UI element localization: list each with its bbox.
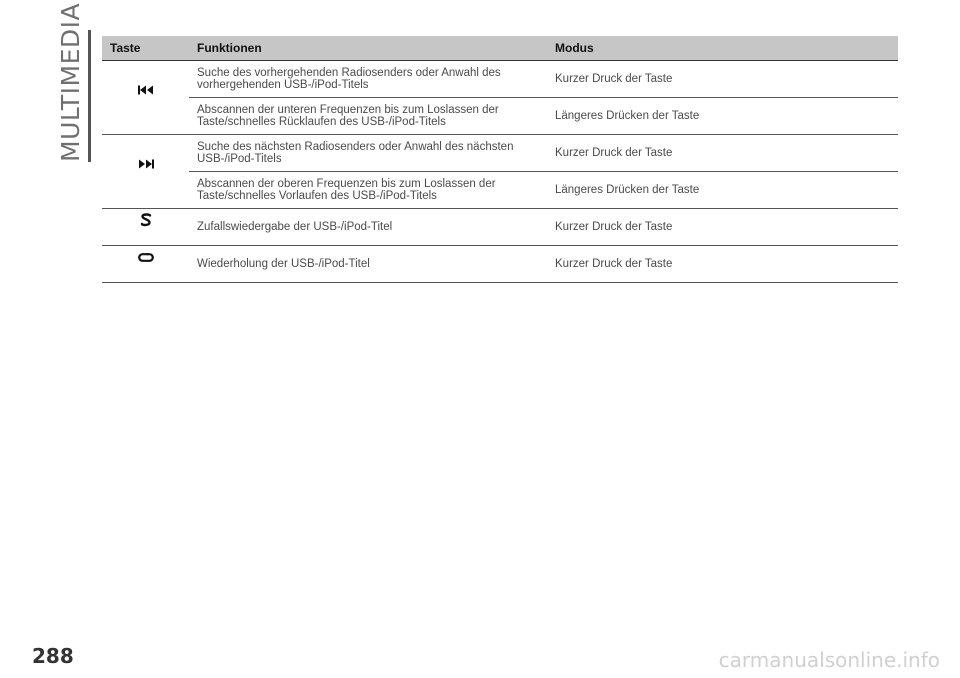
function-cell: Abscannen der oberen Frequenzen bis zum Loslassen der Taste/schnelles Vorlaufen des USB-/iPod-Titels [189,172,547,209]
function-cell: Wiederholung der USB-/iPod-Titel [189,246,547,283]
mode-cell: Kurzer Druck der Taste [547,246,898,283]
table-row [102,209,898,246]
function-cell: Suche des nächsten Radiosenders oder Anwahl des nächsten USB-/iPod-Titels [189,135,547,172]
function-cell: Suche des vorhergehenden Radiosenders oder Anwahl des vorhergehenden USB-/iPod-Titels [189,61,547,98]
key-cell [102,61,189,135]
skip-previous-icon [138,85,154,95]
header-mode: Modus [547,36,898,61]
mode-cell: Kurzer Druck der Taste [547,135,898,172]
key-cell [102,135,189,209]
header-key: Taste [102,36,189,61]
table-row [102,172,898,209]
watermark: carmanualsonline.info [718,648,940,672]
repeat-icon [138,253,154,262]
section-marker-bar [88,30,91,162]
table-header-row [102,36,898,61]
mode-cell: Längeres Drücken der Taste [547,172,898,209]
mode-cell: Kurzer Druck der Taste [547,61,898,98]
key-cell [102,246,189,283]
table-row [102,61,898,98]
table-row [102,98,898,135]
page-number: 288 [32,644,74,668]
header-functions: Funktionen [189,36,547,61]
function-cell: Abscannen der unteren Frequenzen bis zum Loslassen der Taste/schnelles Rücklaufen des USB-/iPod-Titels [189,98,547,135]
function-cell: Zufallswiedergabe der USB-/iPod-Titel [189,209,547,246]
table-row [102,246,898,283]
section-side-label [56,2,90,162]
button-function-table [102,36,898,283]
key-cell [102,209,189,246]
mode-cell: Längeres Drücken der Taste [547,98,898,135]
skip-next-icon [138,159,154,169]
mode-cell: Kurzer Druck der Taste [547,209,898,246]
table-row [102,135,898,172]
shuffle-icon [140,213,152,227]
section-title: MULTIMEDIA [56,2,85,162]
